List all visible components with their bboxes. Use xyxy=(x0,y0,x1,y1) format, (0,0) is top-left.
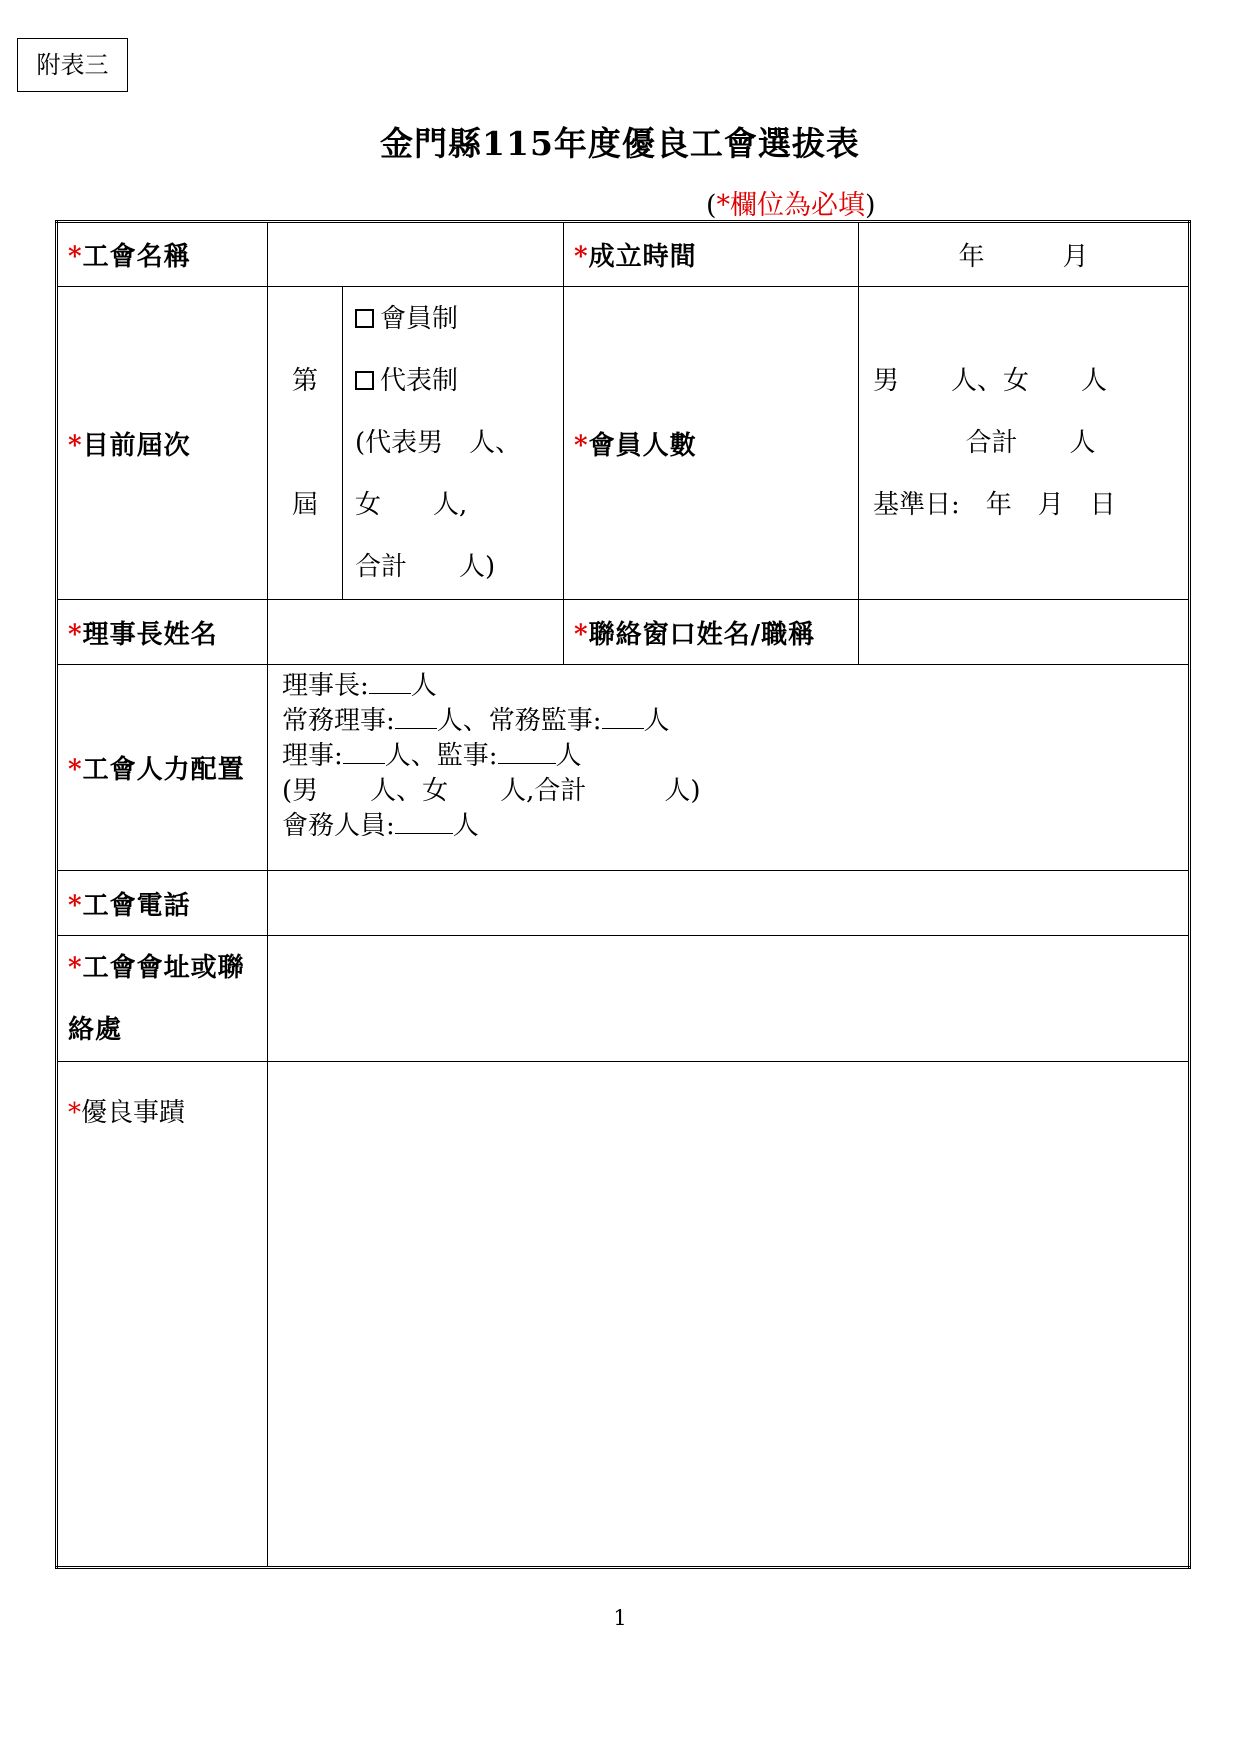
system-options xyxy=(343,287,564,600)
address-field[interactable] xyxy=(268,936,1190,1062)
row-staffing xyxy=(57,665,1190,871)
row-term xyxy=(57,287,1190,600)
established-field[interactable]: 年 月 xyxy=(859,222,1190,287)
merits-label: *優良事蹟 xyxy=(57,1062,268,1568)
term-di: 第 xyxy=(291,366,318,396)
required-note: (*欄位為必填) xyxy=(706,190,876,221)
row-phone xyxy=(57,871,1190,936)
chairman-field[interactable] xyxy=(268,600,564,665)
delegate-line-1: (代表男 人、 xyxy=(355,428,522,458)
phone-field[interactable] xyxy=(268,871,1190,936)
term-jie: 屆 xyxy=(291,490,318,520)
staffing-gender-line: (男 人、女 人,合計 人) xyxy=(282,776,701,806)
contact-field[interactable] xyxy=(859,600,1190,665)
selection-form-table xyxy=(55,220,1191,1569)
address-label: *工會會址或聯 絡處 xyxy=(57,936,268,1062)
member-count-label: *會員人數 xyxy=(564,287,859,600)
row-merits xyxy=(57,1062,1190,1568)
member-count-field[interactable] xyxy=(859,287,1190,600)
row-union-name xyxy=(57,222,1190,287)
staffing-standing-line: 常務理事: 人、常務監事: 人 xyxy=(282,706,670,736)
row-chairman xyxy=(57,600,1190,665)
established-label: *成立時間 xyxy=(564,222,859,287)
union-name-field[interactable] xyxy=(268,222,564,287)
member-gender-line: 男 人、女 人 xyxy=(873,366,1108,396)
staffing-directors-line: 理事: 人、監事: 人 xyxy=(282,741,582,771)
page-number: 1 xyxy=(613,1606,627,1630)
row-address xyxy=(57,936,1190,1062)
chairman-label: *理事長姓名 xyxy=(57,600,268,665)
member-base-date-line: 基準日: 年 月 日 xyxy=(873,490,1116,520)
contact-label: *聯絡窗口姓名/職稱 xyxy=(564,600,859,665)
union-name-label: *工會名稱 xyxy=(57,222,268,287)
delegate-line-2: 女 人, xyxy=(355,490,468,520)
staffing-label: *工會人力配置 xyxy=(57,665,268,871)
form-title: 金門縣115年度優良工會選拔表 xyxy=(380,124,860,163)
merits-field[interactable] xyxy=(268,1062,1190,1568)
option-member-system[interactable]: 會員制 xyxy=(355,288,563,350)
annex-label: 附表三 xyxy=(17,38,128,92)
option-delegate-system[interactable]: 代表制 xyxy=(355,350,563,412)
staffing-field[interactable] xyxy=(268,665,1190,871)
staffing-clerk-line: 會務人員: 人 xyxy=(282,811,479,841)
member-total-line: 合計 人 xyxy=(965,428,1096,458)
checkbox-icon[interactable] xyxy=(355,309,374,328)
phone-label: *工會電話 xyxy=(57,871,268,936)
delegate-line-3: 合計 人) xyxy=(355,552,496,582)
staffing-chairman-line: 理事長: 人 xyxy=(282,671,437,701)
term-number-field[interactable] xyxy=(268,287,343,600)
checkbox-icon[interactable] xyxy=(355,371,374,390)
term-label: *目前屆次 xyxy=(57,287,268,600)
